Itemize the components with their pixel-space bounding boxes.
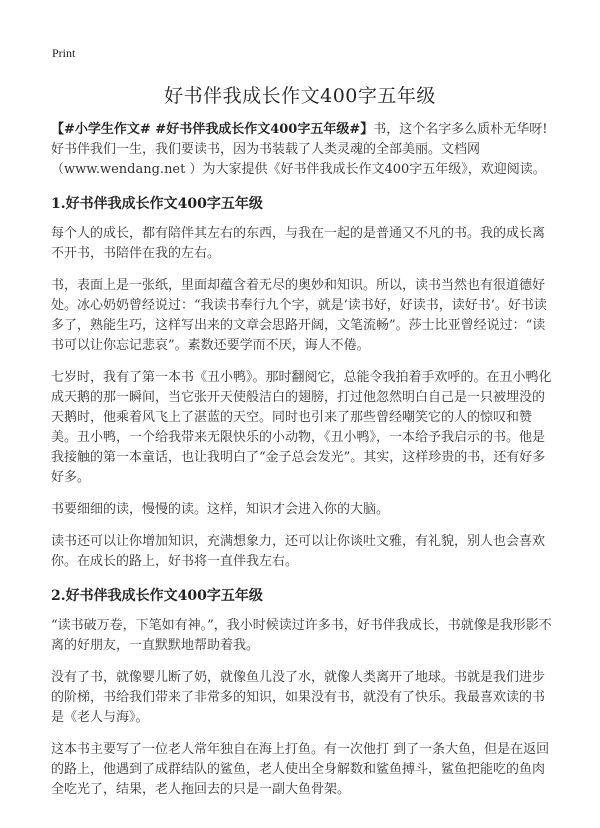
page-title: 好书伴我成长作文400字五年级: [164, 85, 436, 107]
intro-text: 书，这个名字多么质朴无华呀!好书伴我们一生，我们要读书，因为书装载了人类灵魂的全部美丽。文档网（www.wendang.net ）为大家提供《好书伴我成长作文400字五年级》，欢迎阅读。: [51, 122, 548, 177]
section-heading: 1.好书伴我成长作文400字五年级: [51, 196, 263, 212]
intro-paragraph: [51, 120, 554, 180]
paragraph: “读书破万卷，下笔如有神。”，我小时候读过许多书，好书伴我成长，书就像是我形影不离的好朋友，一直默默地帮助着我。: [51, 618, 552, 653]
print-link[interactable]: Print: [52, 46, 76, 60]
paragraph: 书要细细的读，慢慢的读。这样，知识才会进入你的大脑。: [51, 502, 390, 517]
tag-line: 【#小学生作文# #好书伴我成长作文400字五年级#】: [51, 122, 374, 137]
article-body: [51, 120, 554, 812]
paragraph: 这本书主要写了一位老人常年独自在海上打鱼。有一次他打 到了一条大鱼，但是在返回的路上，他遇到了成群结队的鲨鱼，老人使出全身解数和鲨鱼搏斗，鲨鱼把能吃的鱼肉全吃光了，结果，老人拖回去的只是一副大鱼骨架。: [51, 742, 550, 797]
paragraph: 书，表面上是一张纸，里面却蕴含着无尽的奥妙和知识。所以，读书当然也有很道德好处。冰心奶奶曾经说过：“我读书奉行九个字，就是‘读书好，好读书，读好书’。好书读多了，熟能生巧，这样写出来的文章会思路开阔，文笔流畅”。莎士比亚曾经说过：“读书可以让你忘记悲哀”。素数还要学而不厌，诲人不倦。: [51, 278, 547, 353]
paragraph: 七岁时，我有了第一本书《丑小鸭》。那时翻阅它，总能令我拍着手欢呼的。在丑小鸭化成天鹅的那一瞬间，当它张开天使般洁白的翅膀，打过他忽然明白自己是一只被埋没的天鹅时，他乘着风飞上了湛蓝的天空。同时也引来了那些曾经嘲笑它的人的惊叹和赞美。丑小鸭，一个给我带来无限快乐的小动物，《丑小鸭》，一本给予我启示的书。他是我接触的第一本童话，也让我明白了“金子总会发光”。其实，这样珍贵的书，还有好多好多。: [51, 370, 552, 485]
section-heading: 2.好书伴我成长作文400字五年级: [51, 588, 263, 604]
paragraph: 没有了书，就像婴儿断了奶，就像鱼儿没了水，就像人类离开了地球。书就是我们进步的阶梯，书给我们带来了非常多的知识，如果没有书，就没有了快乐。我最喜欢读的书是《老人与海》。: [51, 670, 546, 725]
paragraph: 读书还可以让你增加知识，充满想象力，还可以让你谈吐文雅，有礼貌，别人也会喜欢你。在成长的路上，好书将一直伴我左右。: [51, 534, 546, 569]
paragraph: 每个人的成长，都有陪伴其左右的东西，与我在一起的是普通又不凡的书。我的成长离不开书，书陪伴在我的左右。: [51, 226, 546, 261]
